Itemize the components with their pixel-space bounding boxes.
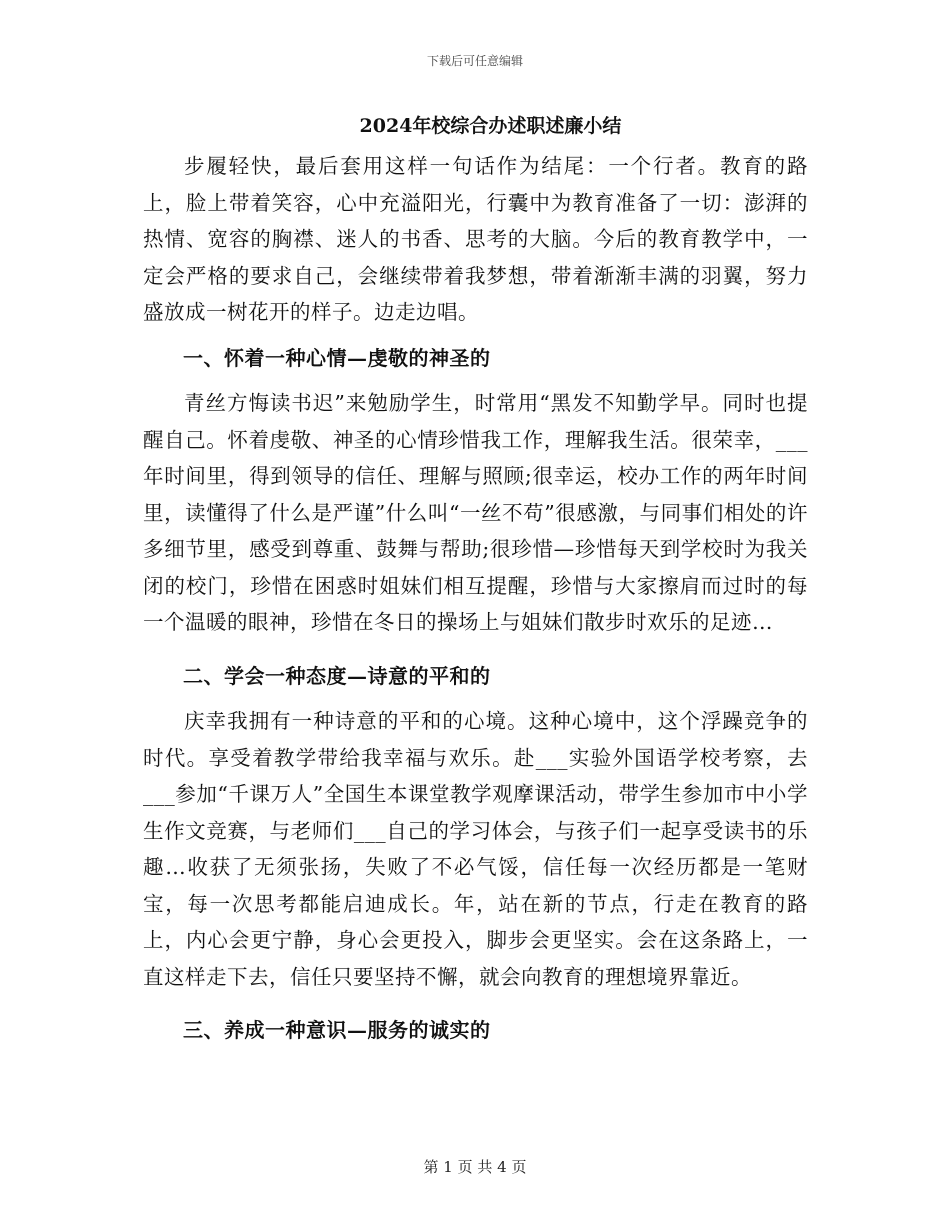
document-body	[143, 112, 808, 1049]
section-body-1: 青丝方悔读书迟”来勉励学生，时常用“黑发不知勤学早。同时也提醒自己。怀着虔敬、神圣的心情珍惜我工作，理解我生活。很荣幸，___年时间里，得到领导的信任、理解与照顾;很幸运，校办工作的两年时间里，读懂得了什么是严谨”什么叫“一丝不苟”很感激，与同事们相处的许多细节里，感受到尊重、鼓舞与帮助;很珍惜—珍惜每天到学校时为我关闭的校门，珍惜在困惑时姐妹们相互提醒，珍惜与大家擦肩而过时的每一个温暖的眼神，珍惜在冬日的操场上与姐妹们散步时欢乐的足迹…	[143, 391, 808, 634]
section-heading-3: 三、养成一种意识—服务的诚实的	[183, 1018, 491, 1042]
intro-paragraph: 步履轻快，最后套用这样一句话作为结尾：一个行者。教育的路上，脸上带着笑容，心中充溢阳光，行囊中为教育准备了一切：澎湃的热情、宽容的胸襟、迷人的书香、思考的大脑。今后的教育教学中，一定会严格的要求自己，会继续带着我梦想，带着渐渐丰满的羽翼，努力盛放成一树花开的样子。边走边唱。	[143, 154, 808, 324]
page-footer: 第 1 页 共 4 页	[423, 1158, 527, 1176]
section-heading-1: 一、怀着一种心情—虔敬的神圣的	[183, 345, 491, 370]
page-header: 下载后可任意编辑	[426, 54, 523, 68]
section-body-2: 庆幸我拥有一种诗意的平和的心境。这种心境中，这个浮躁竞争的时代。享受着教学带给我幸福与欢乐。赴___实验外国语学校考察，去___参加“千课万人”全国生本课堂教学观摩课活动，带学生参加市中小学生作文竞赛，与老师们___自己的学习体会，与孩子们一起享受读书的乐趣…收获了无须张扬，失败了不必气馁，信任每一次经历都是一笔财宝，每一次思考都能启迪成长。年，站在新的节点，行走在教育的路上，内心会更宁静，身心会更投入，脚步会更坚实。会在这条路上，一直这样走下去，信任只要坚持不懈，就会向教育的理想境界靠近。	[143, 709, 808, 989]
section-heading-2: 二、学会一种态度—诗意的平和的	[183, 663, 491, 688]
document-title: 2024年校综合办述职述廉小结	[359, 115, 622, 137]
